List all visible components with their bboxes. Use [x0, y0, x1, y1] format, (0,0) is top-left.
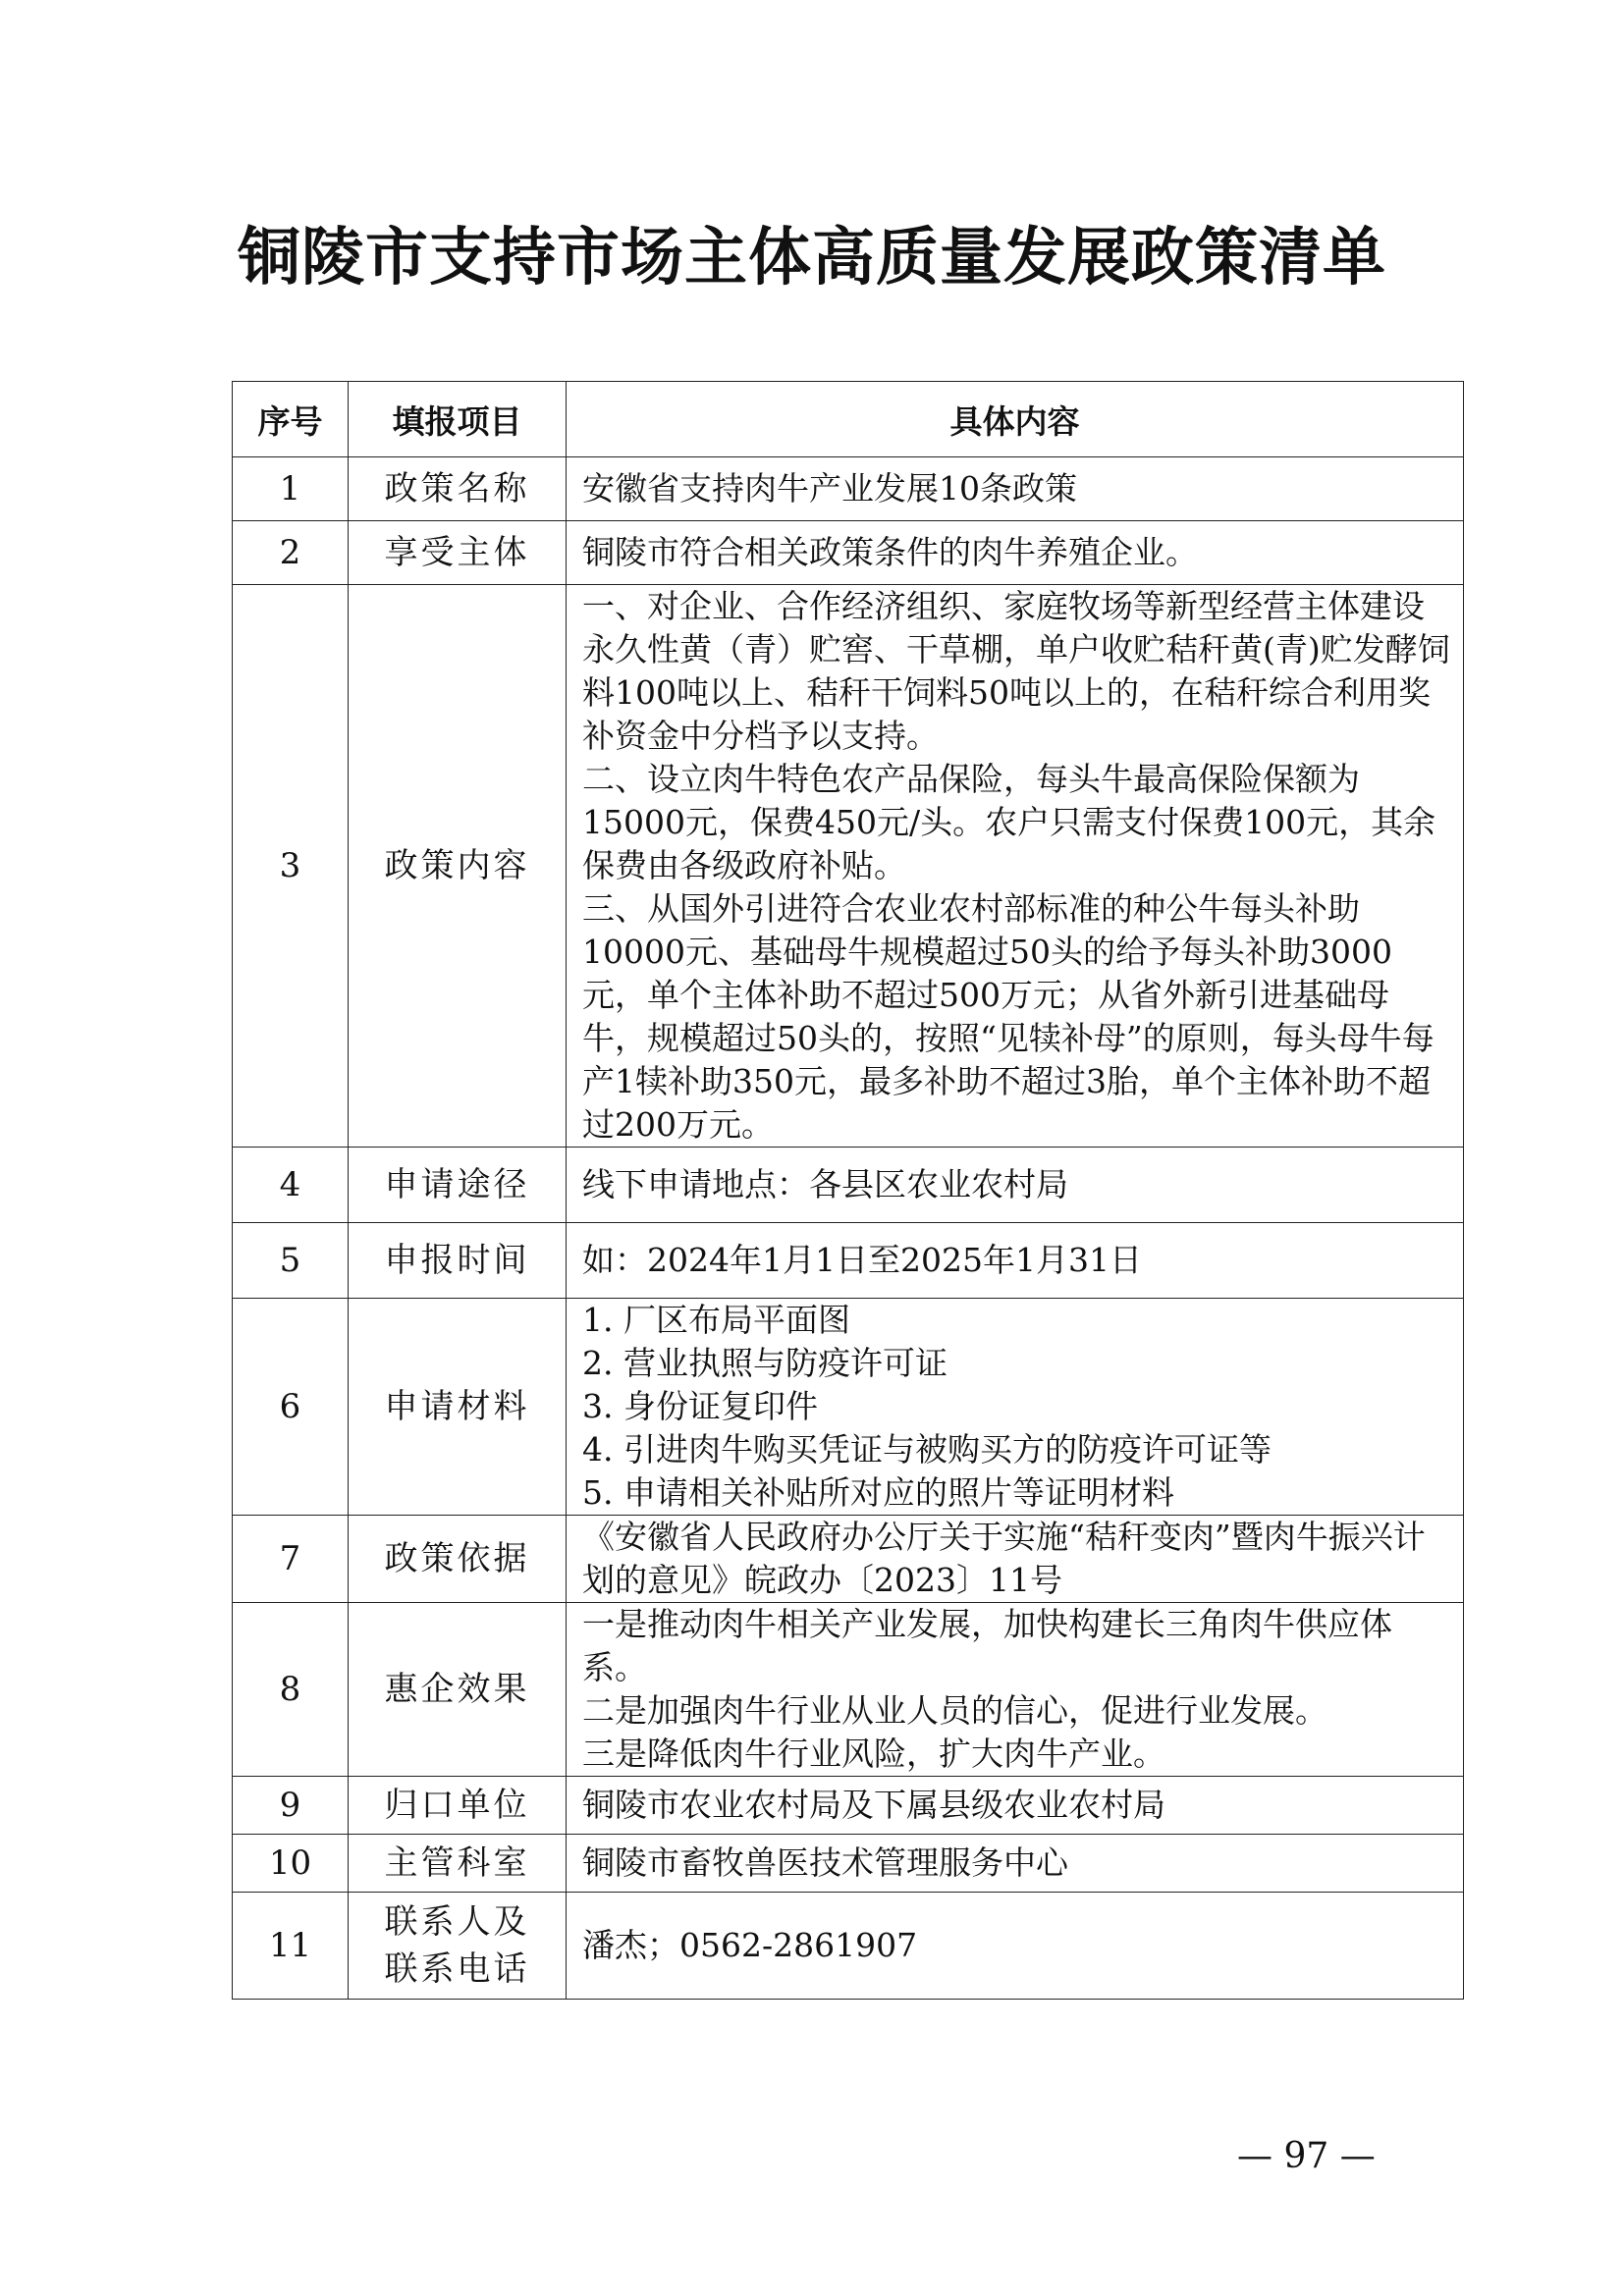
row-content [567, 1516, 1464, 1603]
content-line: 安徽省支持肉牛产业发展10条政策 [582, 469, 1077, 507]
table-row [233, 1893, 1464, 2000]
material-item: 5. 申请相关补贴所对应的照片等证明材料 [582, 1473, 1174, 1512]
row-content [567, 457, 1464, 521]
row-number: 6 [233, 1299, 349, 1516]
table-row [233, 1603, 1464, 1777]
row-content [567, 521, 1464, 585]
row-item: 政策内容 [349, 585, 567, 1148]
row-item: 归口单位 [349, 1777, 567, 1835]
row-item: 政策依据 [349, 1516, 567, 1603]
effect-item: 二是加强肉牛行业从业人员的信心，促进行业发展。 [582, 1691, 1327, 1730]
table-row [233, 1835, 1464, 1893]
row-content [567, 1777, 1464, 1835]
row-item: 享受主体 [349, 521, 567, 585]
row-content [567, 1148, 1464, 1223]
policy-table [232, 381, 1464, 2000]
header-content: 具体内容 [567, 382, 1464, 457]
table-row [233, 457, 1464, 521]
row-item: 申报时间 [349, 1223, 567, 1299]
row-content [567, 1893, 1464, 2000]
row-number: 1 [233, 457, 349, 521]
row-item: 主管科室 [349, 1835, 567, 1893]
content-line: 《安徽省人民政府办公厅关于实施“秸秆变肉”暨肉牛振兴计划的意见》皖政办〔2023〕11号 [582, 1518, 1426, 1599]
content-line: 线下申请地点：各县区农业农村局 [582, 1165, 1068, 1203]
table-row [233, 521, 1464, 585]
effect-item: 一是推动肉牛相关产业发展，加快构建长三角肉牛供应体系。 [582, 1605, 1392, 1686]
page-title: 铜陵市支持市场主体高质量发展政策清单 [238, 221, 1386, 294]
material-item: 3. 身份证复印件 [582, 1387, 818, 1425]
row-number: 4 [233, 1148, 349, 1223]
row-content [567, 1299, 1464, 1516]
content-paragraph: 一、对企业、合作经济组织、家庭牧场等新型经营主体建设永久性黄（青）贮窖、干草棚，单户收贮秸秆黄(青)贮发酵饲料100吨以上、秸秆干饲料50吨以上的，在秸秆综合利用奖补资金中分档予以支持。 [582, 587, 1450, 755]
material-item: 4. 引进肉牛购买凭证与被购买方的防疫许可证等 [582, 1430, 1272, 1468]
material-item: 2. 营业执照与防疫许可证 [582, 1344, 947, 1382]
row-content [567, 1603, 1464, 1777]
table-row [233, 1516, 1464, 1603]
content-line: 铜陵市农业农村局及下属县级农业农村局 [582, 1786, 1165, 1824]
row-item: 联系人及联系电话 [349, 1893, 567, 2000]
row-number: 3 [233, 585, 349, 1148]
table-row [233, 1299, 1464, 1516]
row-number: 5 [233, 1223, 349, 1299]
row-item: 惠企效果 [349, 1603, 567, 1777]
row-content [567, 585, 1464, 1148]
row-content [567, 1223, 1464, 1299]
row-item: 申请途径 [349, 1148, 567, 1223]
content-paragraph: 三、从国外引进符合农业农村部标准的种公牛每头补助10000元、基础母牛规模超过50头的给予每头补助3000元，单个主体补助不超过500万元；从省外新引进基础母牛，规模超过50头的，按照“见犊补母”的原则，每头母牛每产1犊补助350元，最多补助不超过3胎，单个主体补助不超过200万元。 [582, 889, 1435, 1144]
content-line: 铜陵市符合相关政策条件的肉牛养殖企业。 [582, 533, 1198, 571]
table-row [233, 1148, 1464, 1223]
header-item: 填报项目 [349, 382, 567, 457]
table-header-row [233, 382, 1464, 457]
row-item: 申请材料 [349, 1299, 567, 1516]
table-row [233, 1223, 1464, 1299]
content-line: 铜陵市畜牧兽医技术管理服务中心 [582, 1843, 1068, 1882]
material-item: 1. 厂区布局平面图 [582, 1301, 850, 1339]
table-row [233, 1777, 1464, 1835]
content-line: 如：2024年1月1日至2025年1月31日 [582, 1241, 1142, 1279]
header-no: 序号 [233, 382, 349, 457]
row-number: 7 [233, 1516, 349, 1603]
contact-info: 潘杰；0562-2861907 [582, 1926, 918, 1964]
table-row [233, 585, 1464, 1148]
page-number: — 97 — [1237, 2136, 1376, 2176]
row-number: 8 [233, 1603, 349, 1777]
row-content [567, 1835, 1464, 1893]
row-item: 政策名称 [349, 457, 567, 521]
effect-item: 三是降低肉牛行业风险，扩大肉牛产业。 [582, 1735, 1165, 1773]
row-number: 2 [233, 521, 349, 585]
row-number: 9 [233, 1777, 349, 1835]
content-paragraph: 二、设立肉牛特色农产品保险，每头牛最高保险保额为15000元，保费450元/头。农户只需支付保费100元，其余保费由各级政府补贴。 [582, 760, 1436, 884]
row-number: 10 [233, 1835, 349, 1893]
row-number: 11 [233, 1893, 349, 2000]
